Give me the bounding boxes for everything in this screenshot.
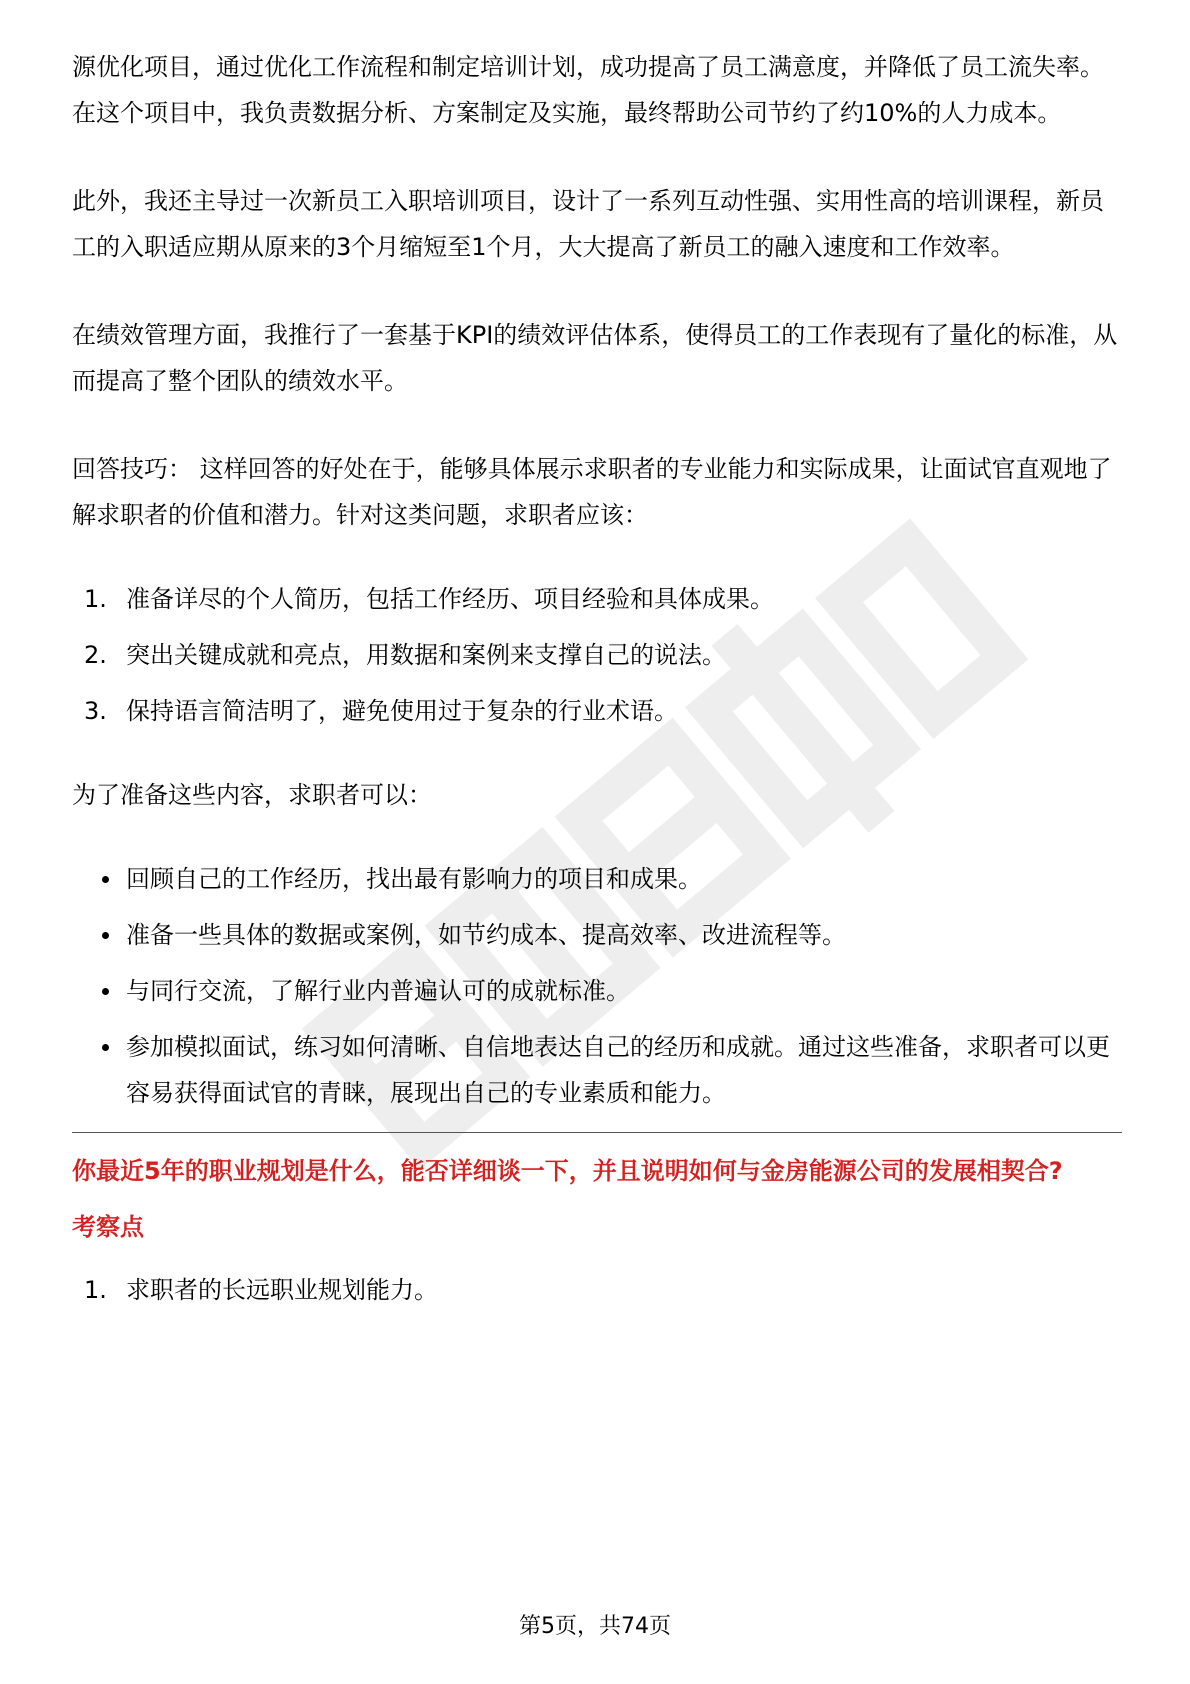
- bullet-icon: [102, 876, 109, 883]
- list-item-text: 回顾自己的工作经历，找出最有影响力的项目和成果。: [126, 865, 702, 893]
- list-number: 2.: [84, 641, 107, 669]
- list-item: [72, 856, 1122, 902]
- bullet-icon: [102, 1044, 109, 1051]
- list-item-text: 准备详尽的个人简历，包括工作经历、项目经验和具体成果。: [126, 585, 774, 613]
- paragraph-performance: 在绩效管理方面，我推行了一套基于KPI的绩效评估体系，使得员工的工作表现有了量化的标准，从而提高了整个团队的绩效水平。: [72, 321, 1118, 395]
- list-item: [72, 576, 1122, 622]
- prepare-bullet-list: [72, 856, 1122, 1116]
- list-item-text: 求职者的长远职业规划能力。: [126, 1276, 438, 1304]
- list-item: [72, 632, 1122, 678]
- assessment-numbered-list: [72, 1267, 1122, 1313]
- list-number: 1.: [84, 585, 107, 613]
- paragraph-prepare-intro: 为了准备这些内容，求职者可以：: [72, 781, 432, 809]
- list-item-text: 与同行交流，了解行业内普遍认可的成就标准。: [126, 977, 630, 1005]
- list-number: 1.: [84, 1276, 107, 1304]
- bullet-icon: [102, 932, 109, 939]
- list-item-text: 保持语言简洁明了，避免使用过于复杂的行业术语。: [126, 697, 678, 725]
- paragraph-onboarding: 此外，我还主导过一次新员工入职培训项目，设计了一系列互动性强、实用性高的培训课程，新员工的入职适应期从原来的3个月缩短至1个月，大大提高了新员工的融入速度和工作效率。: [72, 187, 1104, 261]
- bullet-icon: [102, 988, 109, 995]
- list-item: [72, 1024, 1122, 1116]
- list-item-text: 参加模拟面试，练习如何清晰、自信地表达自己的经历和成就。通过这些准备，求职者可以更容易获得面试官的青睐，展现出自己的专业素质和能力。: [126, 1033, 1110, 1107]
- paragraph-project-summary: 源优化项目，通过优化工作流程和制定培训计划，成功提高了员工满意度，并降低了员工流失率。在这个项目中，我负责数据分析、方案制定及实施，最终帮助公司节约了约10%的人力成本。: [72, 53, 1104, 127]
- page-number-footer: 第5页，共74页: [519, 1614, 671, 1639]
- paragraph-answer-tips: 回答技巧： 这样回答的好处在于，能够具体展示求职者的专业能力和实际成果，让面试官直观地了解求职者的价值和潜力。针对这类问题，求职者应该：: [72, 455, 1112, 529]
- main-content: [72, 44, 1122, 1323]
- interview-question-heading: 你最近5年的职业规划是什么，能否详细谈一下，并且说明如何与金房能源公司的发展相契合?: [72, 1157, 1063, 1185]
- list-item-text: 准备一些具体的数据或案例，如节约成本、提高效率、改进流程等。: [126, 921, 846, 949]
- tips-numbered-list: [72, 576, 1122, 734]
- section-divider: [72, 1132, 1122, 1133]
- list-item-text: 突出关键成就和亮点，用数据和案例来支撑自己的说法。: [126, 641, 726, 669]
- list-item: [72, 688, 1122, 734]
- list-number: 3.: [84, 697, 107, 725]
- list-item: [72, 1267, 1122, 1313]
- list-item: [72, 968, 1122, 1014]
- list-item: [72, 912, 1122, 958]
- subheading-assessment-points: 考察点: [72, 1213, 144, 1241]
